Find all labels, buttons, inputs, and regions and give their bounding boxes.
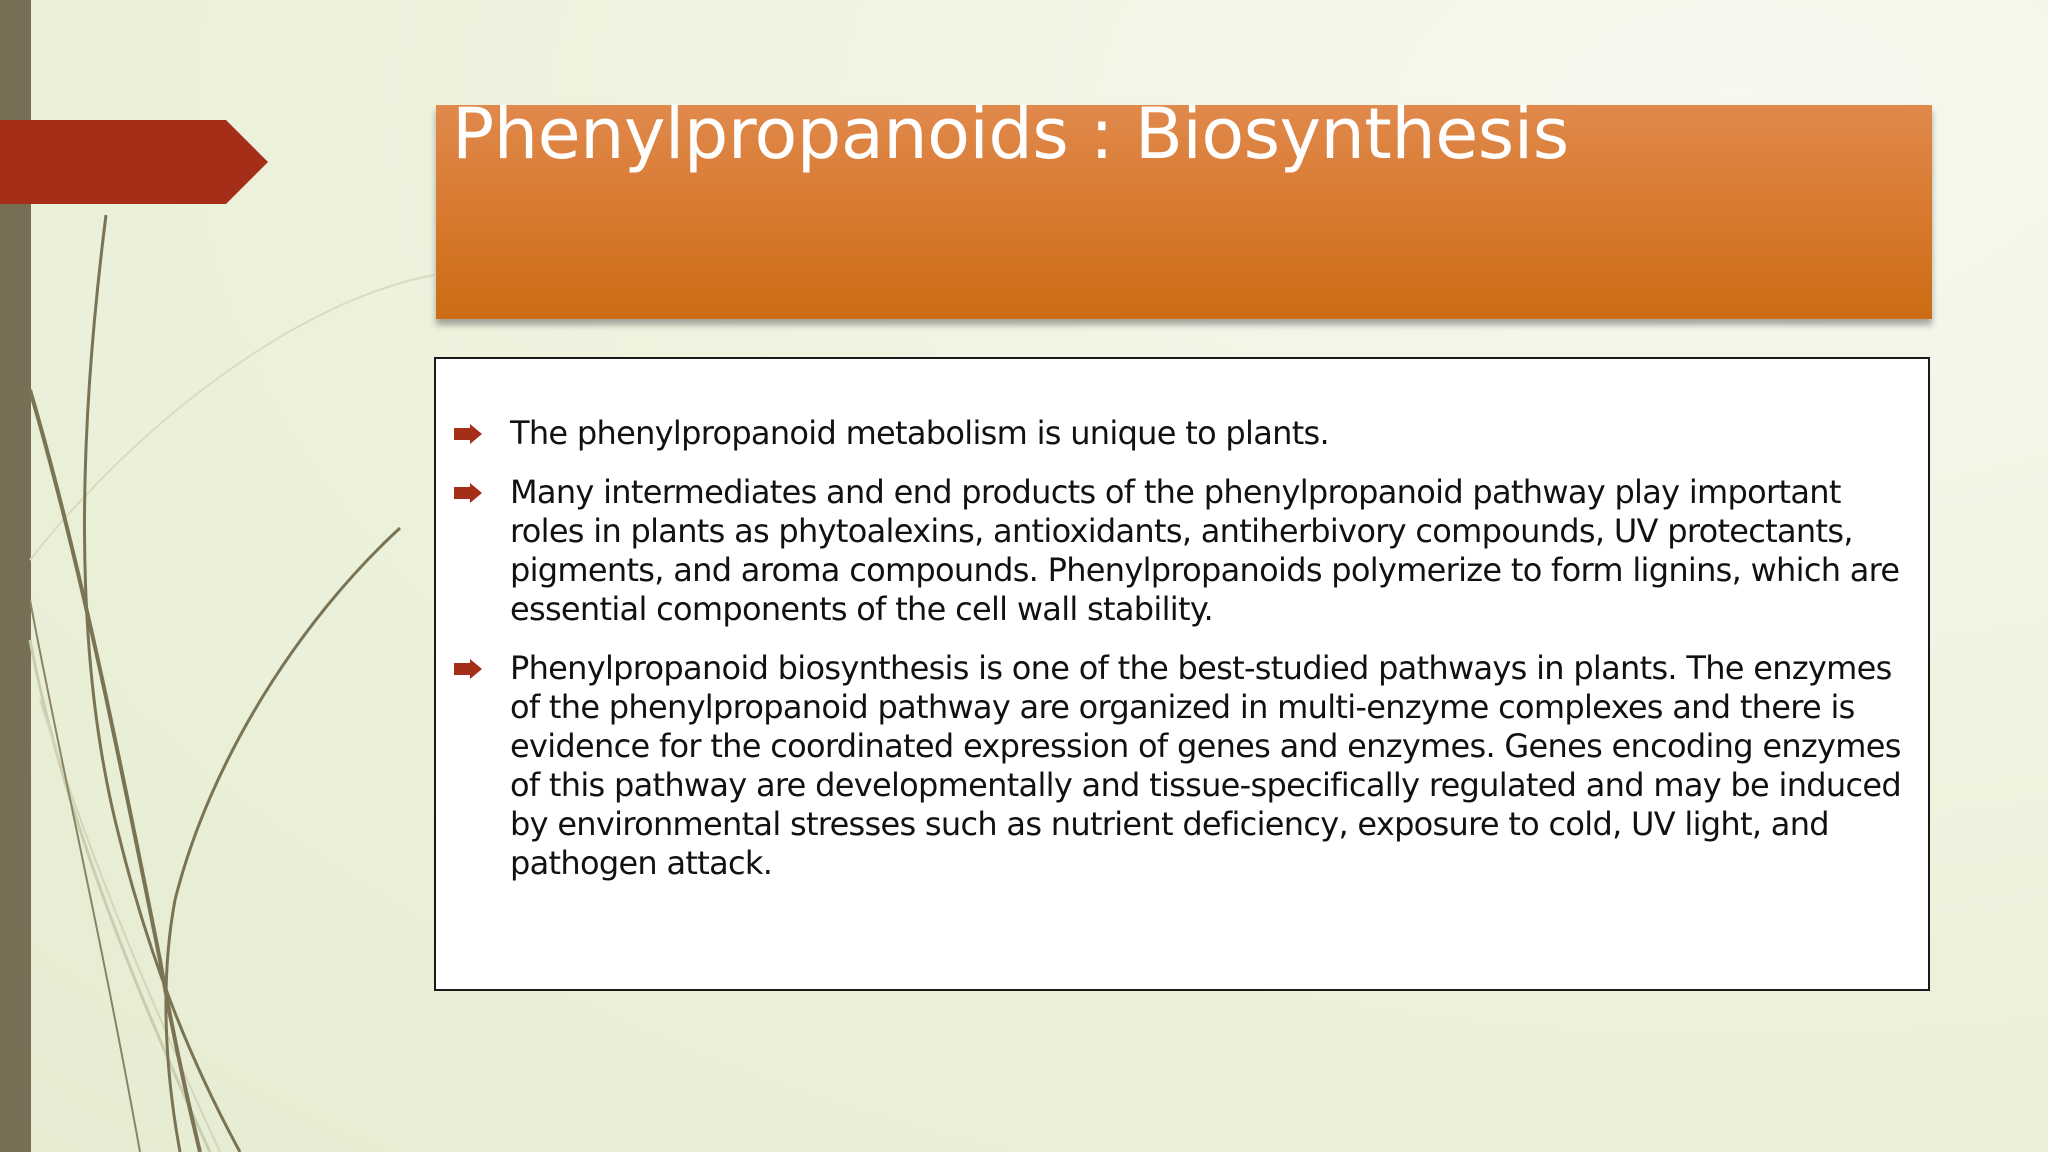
- content-box: [434, 357, 1930, 991]
- bullet-text: Many intermediates and end products of the phenylpropanoid pathway play important roles in plants as phytoalexins, antioxidants, antiherbivory compounds, UV protectants, pigments, and aroma compounds. Phenylpropanoids polymerize to form lignins, which are essential components of the cell wall stability.: [510, 473, 1900, 628]
- list-item: [454, 473, 1914, 629]
- title-banner: [436, 93, 1932, 319]
- bullet-text: The phenylpropanoid metabolism is unique to plants.: [510, 414, 1330, 452]
- bullet-text: Phenylpropanoid biosynthesis is one of the best-studied pathways in plants. The enzymes of the phenylpropanoid pathway are organized in multi-enzyme complexes and there is evidence for the coordinated expression of genes and enzymes. Genes encoding enzymes of this pathway are developmentally and tissue-specifically regulated and may be induced by environmental stresses such as nutrient deficiency, exposure to cold, UV light, and pathogen attack.: [510, 649, 1901, 882]
- arrow-bullet-icon: [454, 483, 482, 503]
- arrow-bullet-icon: [454, 424, 482, 444]
- list-item: [454, 414, 1914, 453]
- arrow-bullet-icon: [454, 659, 482, 679]
- slide-title: Phenylpropanoids : Biosynthesis: [452, 93, 1569, 175]
- list-item: [454, 649, 1914, 883]
- arrow-tab-shape: [0, 120, 268, 204]
- bullet-list: [454, 414, 1914, 903]
